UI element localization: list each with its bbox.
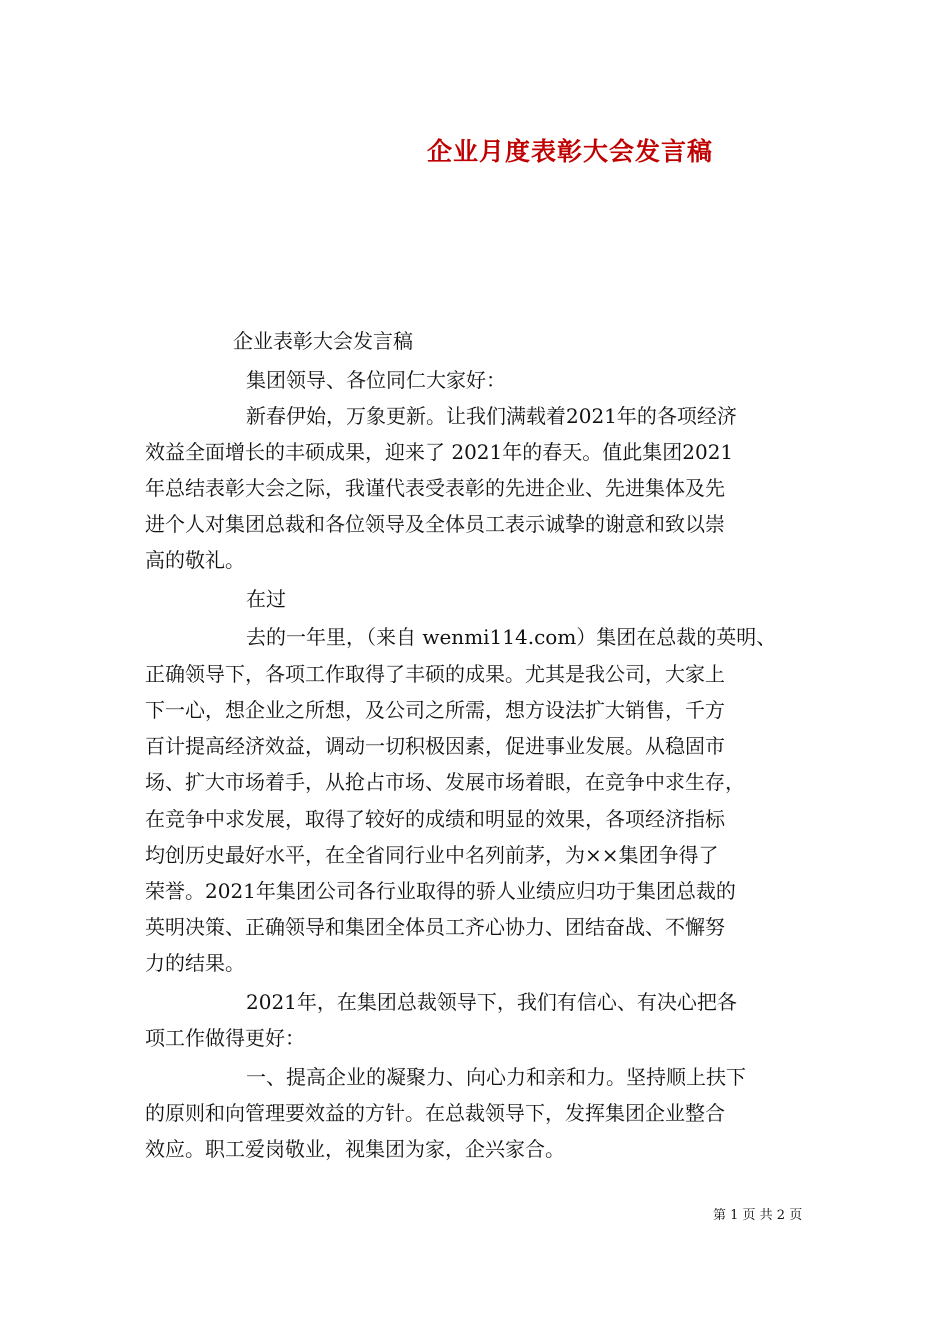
paragraph-line: 下一心，想企业之所想，及公司之所需，想方设法扩大销售，千方 bbox=[145, 698, 725, 722]
paragraph-line: 年总结表彰大会之际，我谨代表受表彰的先进企业、先进集体及先 bbox=[145, 476, 725, 500]
paragraph-line: 一、提高企业的凝聚力、向心力和亲和力。坚持顺上扶下 bbox=[246, 1065, 746, 1089]
paragraph-line: 效益全面增长的丰硕成果，迎来了 2021年的春天。值此集团2021 bbox=[145, 440, 734, 464]
paragraph-line: 新春伊始，万象更新。让我们满载着2021年的各项经济 bbox=[246, 404, 737, 428]
document-subtitle: 企业表彰大会发言稿 bbox=[233, 329, 413, 353]
paragraph-line: 正确领导下，各项工作取得了丰硕的成果。尤其是我公司，大家上 bbox=[145, 662, 725, 686]
paragraph-line: 在过 bbox=[246, 587, 286, 611]
paragraph-line: 的原则和向管理要效益的方针。在总裁领导下，发挥集团企业整合 bbox=[145, 1101, 725, 1125]
paragraph-line: 2021年，在集团总裁领导下，我们有信心、有决心把各 bbox=[246, 990, 737, 1014]
paragraph-line: 均创历史最好水平，在全省同行业中名列前茅，为××集团争得了 bbox=[145, 843, 719, 867]
document-title: 企业月度表彰大会发言稿 bbox=[426, 137, 713, 166]
paragraph-line: 去的一年里，（来自 wenmi114.com）集团在总裁的英明、 bbox=[246, 625, 777, 649]
paragraph-line: 力的结果。 bbox=[145, 951, 245, 975]
paragraph-line: 场、扩大市场着手，从抢占市场、发展市场着眼，在竞争中求生存， bbox=[145, 770, 745, 794]
paragraph-line: 英明决策、正确领导和集团全体员工齐心协力、团结奋战、不懈努 bbox=[145, 915, 725, 939]
paragraph-line: 项工作做得更好： bbox=[145, 1026, 305, 1050]
paragraph-line: 荣誉。2021年集团公司各行业取得的骄人业绩应归功于集团总裁的 bbox=[145, 879, 736, 903]
greeting-line: 集团领导、各位同仁大家好： bbox=[246, 368, 506, 392]
paragraph-line: 高的敬礼。 bbox=[145, 548, 245, 572]
paragraph-line: 进个人对集团总裁和各位领导及全体员工表示诚挚的谢意和致以崇 bbox=[145, 512, 725, 536]
paragraph-line: 百计提高经济效益，调动一切积极因素，促进事业发展。从稳固市 bbox=[145, 734, 725, 758]
paragraph-line: 效应。职工爱岗敬业，视集团为家，企兴家合。 bbox=[145, 1137, 565, 1161]
page-number: 第 1 页 共 2 页 bbox=[713, 1208, 803, 1223]
paragraph-line: 在竞争中求发展，取得了较好的成绩和明显的效果，各项经济指标 bbox=[145, 807, 725, 831]
